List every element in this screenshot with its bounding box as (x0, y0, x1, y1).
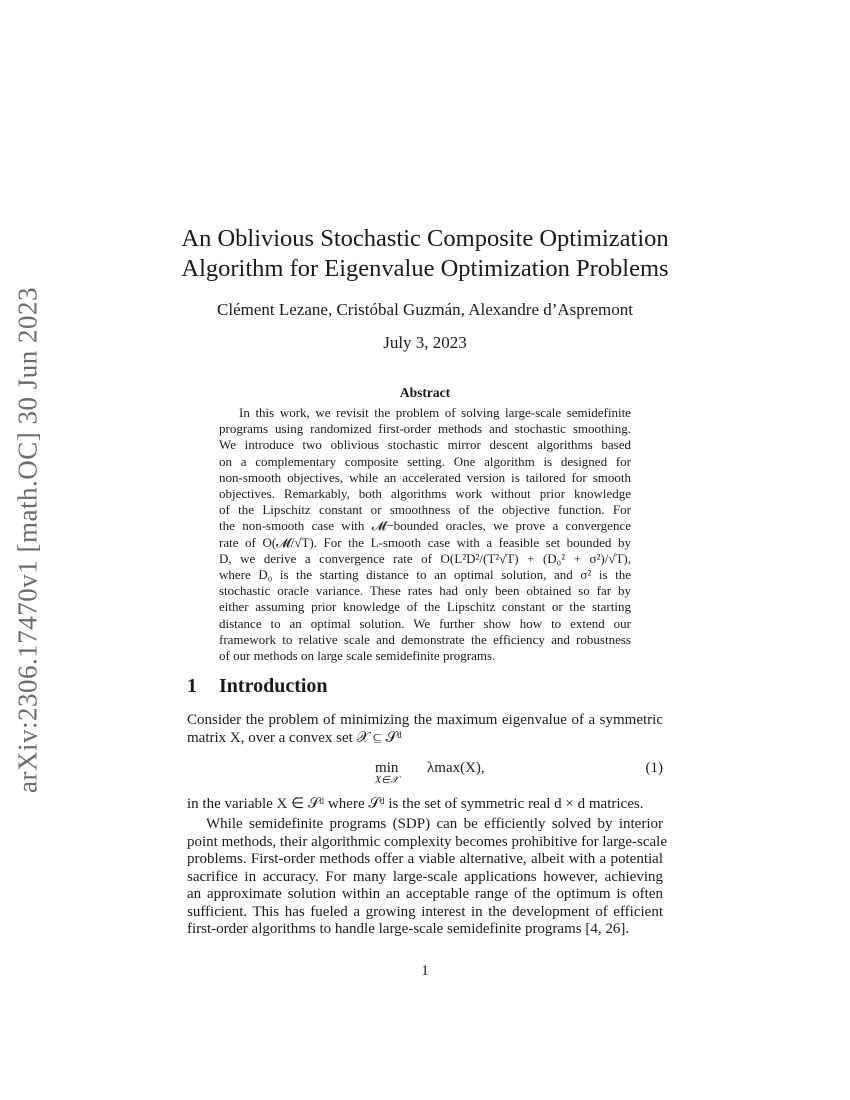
abstract-line: programs using randomized first-order methods and stochastic smoothing. (219, 421, 631, 437)
title-line-2: Algorithm for Eigenvalue Optimization Problems (181, 255, 669, 282)
abstract-line: objectives. Remarkably, both algorithms work without prior knowledge (219, 486, 631, 502)
abstract-line: rate of O(𝓜/√T). For the L-smooth case with a feasible set bounded by (219, 534, 631, 550)
body-line: first-order algorithms to handle large-scale semidefinite programs [4, 26]. (187, 921, 630, 937)
author-list: Clément Lezane, Cristóbal Guzmán, Alexandre d’Aspremont (217, 300, 633, 319)
intro-paragraph-1 (187, 712, 663, 747)
arxiv-identifier-stamp (12, 287, 44, 793)
abstract-line: stochastic oracle variance. These rates had only been obtained so far by (219, 583, 631, 599)
intro-paragraph-3 (187, 816, 668, 939)
abstract-line: of our methods on large scale semidefinite programs. (219, 648, 496, 664)
abstract-line: D, we derive a convergence rate of O(L²D²/(T²√T) + (D₀² + σ²)/√T), (219, 550, 631, 566)
arxiv-identifier-text: arXiv:2306.17470v1 [math.OC] 30 Jun 2023 (12, 287, 43, 793)
body-line: sacrifice in accuracy. For many large-scale applications however, achieving (187, 868, 663, 885)
section-number: 1 (187, 675, 197, 697)
abstract-line: distance to an optimal solution. We further show how to extend our (219, 615, 631, 631)
abstract-line: In this work, we revisit the problem of solving large-scale semidefinite (239, 405, 631, 420)
body-line: problems. First-order methods offer a viable alternative, albeit with a potential (187, 851, 663, 867)
body-line: sufficient. This has fueled a growing interest in the development of efficient (187, 903, 663, 920)
equation-number: (1) (645, 760, 663, 776)
publication-date: July 3, 2023 (383, 333, 467, 352)
abstract-line: on a complementary composite setting. One algorithm is designed for (219, 453, 631, 469)
equation-min: min (375, 760, 399, 776)
body-line: matrix X, over a convex set 𝒳 ⊆ 𝒮ᵈ (187, 729, 402, 746)
paper-title (150, 224, 700, 284)
equation-expression: λmax(X), (427, 760, 485, 776)
body-line: in the variable X ∈ 𝒮ᵈ where 𝒮ᵈ is the set of symmetric real d × d matrices. (187, 796, 644, 812)
abstract-line: of the Lipschitz constant or smoothness of the objective function. For (219, 502, 631, 518)
abstract-line: non-smooth objectives, while an accelerated version is tailored for smooth (219, 469, 631, 485)
abstract-line: where D₀ is the starting distance to an optimal solution, and σ² is the (219, 567, 631, 583)
equation-subscript: X∈𝒳 (375, 775, 399, 786)
body-line: While semidefinite programs (SDP) can be efficiently solved by interior (206, 816, 663, 832)
body-line: an approximate solution within an acceptable range of the optimum is often (187, 886, 663, 902)
abstract-line: framework to relative scale and demonstrate the efficiency and robustness (219, 631, 631, 647)
abstract-line: the non-smooth case with 𝓜−bounded oracles, we prove a convergence (219, 518, 631, 534)
body-line: point methods, their algorithmic complexity becomes prohibitive for large-scale (187, 833, 668, 850)
body-line: Consider the problem of minimizing the maximum eigenvalue of a symmetric (187, 712, 663, 728)
equation-1 (187, 758, 663, 788)
abstract-line: We introduce two oblivious stochastic mirror descent algorithms based (219, 437, 631, 453)
page-number: 1 (421, 963, 429, 979)
title-line-1: An Oblivious Stochastic Composite Optimization (181, 225, 669, 252)
equation-operator (375, 760, 398, 786)
intro-paragraph-2 (187, 796, 663, 814)
abstract-heading: Abstract (399, 385, 451, 400)
abstract-body (219, 405, 631, 664)
section-heading-introduction (187, 675, 328, 698)
section-title: Introduction (219, 675, 328, 697)
abstract-line: either assuming prior knowledge of the Lipschitz constant or the starting (219, 599, 631, 615)
